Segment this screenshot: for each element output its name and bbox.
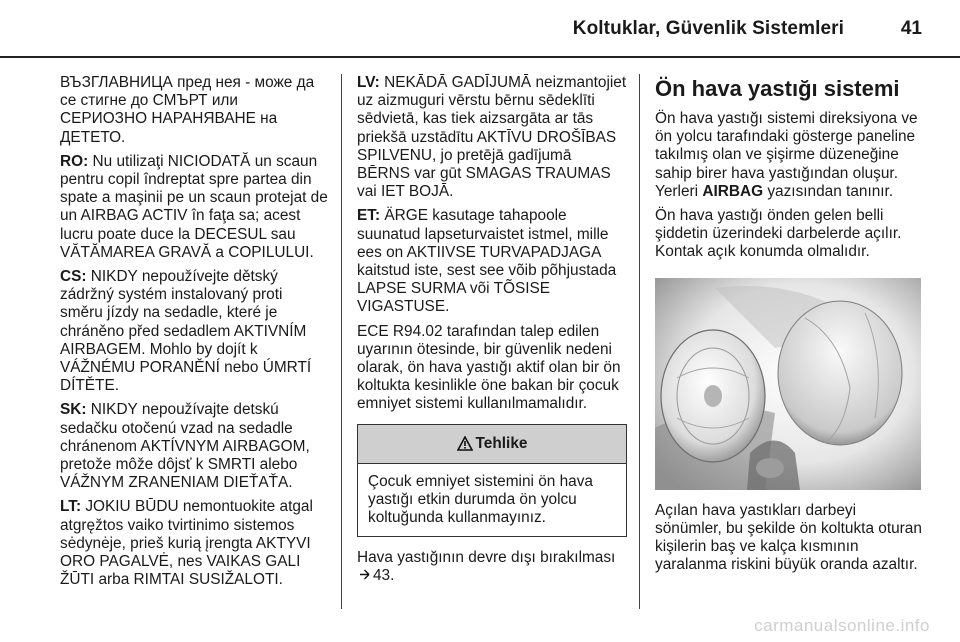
lang-code-lv: LV: [357,74,380,91]
lt-warning-text: JOKIU BŪDU nemontuokite atgal atgręžtos vaiko tvirtinimo sistemos sėdynėje, prieš kurią įrengta AKTYVI ORO PAGALVĖ, nes VAIKAS GALI ŽŪTI arba RIMTAI SUSIŽALOTI. [60,498,313,589]
column-middle [357,74,627,592]
et-warning-text: ÄRGE kasutage tahapoole suunatud lapseturvaistet istmel, mille ees on AKTIIVSE TURVAPADJAGA kaitstud iste, sest see võib põhjustada LAPSE SURMA või TÕSISE VIGASTUSE. [357,207,617,316]
reference-arrow-icon [359,567,370,585]
header-divider [0,56,960,58]
airbag-deploy-paragraph: Ön hava yastığı önden gelen belli şiddetin üzerindeki darbelerde açılır. Kontak açık konumda olmalıdır. [655,207,902,261]
page-number: 41 [900,18,922,39]
section-title: Koltuklar, Güvenlik Sistemleri [572,18,844,39]
column-divider-1 [341,74,342,609]
airbag-intro-tail: yazısından tanınır. [763,182,894,200]
danger-box-header [358,425,626,464]
lt-warning-paragraph [60,498,328,589]
danger-box [357,424,627,538]
cs-warning-text: NIKDY nepoužívejte dětský zádržný systém instalovaný proti směru jízdy na sedadle, které je chráněno před sedadlem AKTIVNÍM AIRBAGEM. Mohlo by dojít k VÁŽNÉMU PORANĚNÍ nebo ÚMRTÍ DÍTĚTE. [60,268,312,395]
site-watermark: carmanualsonline.info [754,616,930,635]
warning-triangle-icon [457,436,473,451]
lv-warning-text: NEKĀDĀ GADĪJUMĀ neizmantojiet uz aizmuguri vērstu bērnu sēdeklīti sēdvietā, kas tiek aizsargāta ar tās priekšā uzstādītu AKTĪVU DROŠĪBAS SPILVENU, jo pretējā gadījumā BĒRNS var gūt SMAGAS TRAUMAS vai IET BOJĀ. [357,74,627,201]
danger-box-title: Tehlike [475,434,528,452]
ro-warning-paragraph [60,153,328,262]
column-left [60,74,328,595]
danger-box-body: Çocuk emniyet sistemini ön hava yastığı etkin durumda ön yolcu koltuğunda kullanmayınız. [368,472,593,527]
bg-warning-paragraph: ВЪЗГЛАВНИЦА пред нея - може да се стигне до СМЪРТ или СЕРИОЗНО НАРАНЯВАНЕ на ДЕТЕТО. [60,74,315,146]
sk-warning-paragraph [60,401,328,492]
column-right [655,74,923,580]
airbag-illustration [655,278,921,490]
lv-warning-paragraph [357,74,627,201]
airbag-deployed-image [655,278,921,490]
airbag-intro-text: Ön hava yastığı sistemi direksiyona ve ön yolcu tarafındaki gösterge paneline takılmış olan ve şişirme düzeneğine sahip birer hava yastığından oluşur. Yerleri [655,110,918,200]
ro-warning-text: Nu utilizaţi NICIODATĂ un scaun pentru copil îndreptat spre partea din spate a maşinii pe un scaun protejat de un AIRBAG ACTIV în faţa sa; acest lucru poate duce la DECESUL sau VĂTĂMAREA GRAVĂ a COPILULUI. [60,152,328,261]
airbag-intro-paragraph [655,110,923,201]
lang-code-lt: LT: [60,498,82,516]
airbag-label: AIRBAG [702,182,764,200]
et-warning-paragraph [357,207,627,316]
lang-code-et: ET: [357,207,381,225]
deactivation-reference [357,549,627,585]
page-reference-link[interactable]: 43. [373,567,395,585]
lang-code-sk: SK: [60,401,87,419]
airbag-effect-paragraph: Açılan hava yastıkları darbeyi sönümler, bu şekilde ön koltukta oturan kişilerin baş ve kalça kısmının yaralanma riskini büyük oranda azaltır. [655,501,922,574]
ece-paragraph: ECE R94.02 tarafından talep edilen uyarının ötesinde, bir güvenlik nedeni olarak, ön hava yastığı aktif olan bir ön koltukta kesinlikle öne bakan bir çocuk emniyet sistemi kullanılmamalıdır. [357,322,621,413]
page-header [0,0,960,60]
lang-code-ro: RO: [60,152,89,170]
cs-warning-paragraph [60,268,328,395]
lang-code-cs: CS: [60,268,87,286]
section-heading: Ön hava yastığı sistemi [655,76,900,101]
column-divider-2 [639,74,640,609]
deactivation-text: Hava yastığının devre dışı bırakılması [357,549,616,567]
sk-warning-text: NIKDY nepoužívajte detskú sedačku otočenú vzad na sedadle chránenom AKTÍVNYM AIRBAGOM, pretože môže dôjsť k SMRTI alebo VÁŽNYM ZRANENIAM DIEŤAŤA. [60,401,310,492]
